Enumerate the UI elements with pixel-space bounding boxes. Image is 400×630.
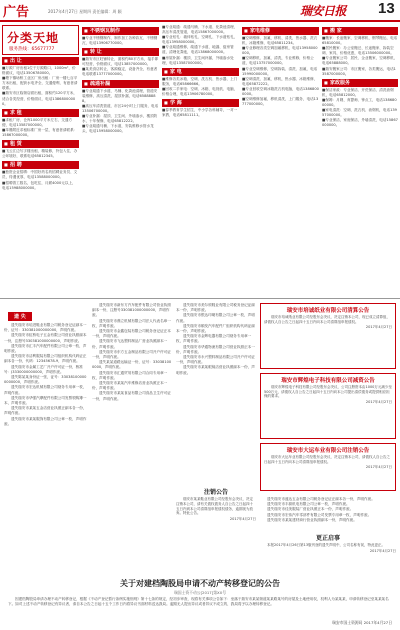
classified-ad: ■万源厂房出租1位于万源路口，1000m²，价格面议，电话13506780000。 [2, 66, 76, 76]
notice-date: 2017年4月27日 [365, 465, 392, 470]
lost-notice: 遗失瑞安市飞达塑料制品厂营业执照副本一份，声明作废。 [92, 339, 168, 349]
classified-ad: ■招聘普工数名，包吃住，月薪4000元以上，电话15988000000。 [2, 180, 76, 190]
lost-notice: 遗失瑞安市虹桥电子五金有限公司营业执照副本一份，注册号330381000000000，声明作废。 [4, 333, 87, 343]
classified-ad: ■专业疏通维修，疏通下水道、地漏、厨房管道，清理化粪池，电话13868000000。 [162, 45, 234, 55]
lost-notice: 遗失瑞安市盛达五金有限公司税务登记证正副本各一份，声明作废。 [267, 497, 375, 501]
lost-notice-label: 遗 失 [8, 312, 32, 321]
classified-section [2, 25, 398, 295]
lost-notice: 遗失瑞安市永兴塑料制品有限公司开户许可证一份，声明作废。 [176, 355, 255, 365]
classified-ad: ■居民搬家：办公室搬迁、长途搬家、拆装空调、家具，价格优惠，电话13506000000。 [322, 46, 394, 56]
category-header: ■ 家电维修 [242, 27, 319, 35]
lost-notice: 遗失某某道路运输证一份，证号：330381000000，声明作废。 [92, 360, 172, 370]
classified-ad: ■保洁家政：专业保洁、开荒保洁、清洗油烟机，电话65812000。 [322, 87, 394, 97]
category-header: ■ 转 让 [82, 48, 159, 56]
classified-ad: ■专业疏通下水道、马桶、化粪池清理，管道安装维修，高压清洗，屋顶补漏，电话65888888。 [82, 88, 158, 103]
brand-phone: 服务热线：65677777 [9, 47, 55, 52]
lost-notice: 遗失瑞安市宏伟汽车零部件有限公司发票专用章一枚，声明作废。 [267, 512, 372, 517]
category-header: ■ 家 电 [162, 68, 239, 76]
deregistration-notice [260, 443, 396, 491]
correction-title: 更正启事 [315, 535, 340, 542]
classified-ad: ■空调维修、加氟、移机、清洗，热水器、洗衣机、冰箱维修，电话65811234。 [242, 36, 318, 46]
category-header: ■ 家政服务 [322, 79, 398, 87]
registration-announcement-title: 关于对建档陶股局申请不动产转移登记的公告 [120, 578, 280, 588]
classified-ad: ■家电清洗：空调、洗衣机、油烟机，电话13957000000。 [322, 108, 397, 118]
classified-ad: ■塘下镇场桥工业区厂房出租：厂房一楼七百平方米出租，配套水电齐全，交通便利，有意者请联系。 [2, 76, 78, 91]
lost-notice: 遗失瑞安市宏达机械有限公司财务专用章一枚，声明作废。 [4, 385, 87, 395]
correction-date: 2017年4月27日 [369, 548, 396, 553]
classified-ad: ■瑞安市区旺铺转让，面积约80平方米，接手即可经营，价格面议，电话13857000000。 [82, 57, 159, 67]
notice-body: 瑞安市培诚纸业有限公司经股东会决议，决定注销本公司，现已成立清算组，请债权人自公告之日起四十五日内向本公司清算组申报债权。 [264, 315, 390, 324]
classified-ad: ■空调维修加氟，移机清洗，上门服务，电话13777000000。 [242, 97, 319, 107]
lost-notice: 遗失瑞安市美尔顿鞋业有限公司税务登记证副本一份，声明作废。 [176, 303, 255, 313]
classified-ad: ■专业空调维修，空调拆装、清洗、加氟，电话15990000000。 [242, 66, 318, 76]
classified-ad: ■维修各类冰箱、空调、洗衣机、热水器，上门服务，电话65866666。 [162, 76, 238, 86]
category-header: ■ 搬 家 [322, 27, 398, 35]
classified-column-5 [322, 25, 398, 295]
registration-announcement-body [8, 597, 392, 607]
classified-ad: ■专业钻孔：墙体钻孔、空调孔、下水道钻孔，电话13958000000。 [162, 35, 238, 45]
classified-ad: ■春季教育学生招生，中小学各科辅导，一对一家教，电话65811111。 [162, 108, 238, 118]
announcement-title: 注销公告 [203, 489, 228, 496]
category-header: ■ 招 聘 [2, 161, 79, 169]
lost-notice: 遗失瑞安市鼎立机械有限公司法人代表名章一枚，声明作废。 [92, 318, 171, 328]
cancellation-announcement [176, 485, 256, 573]
classified-column-1 [2, 25, 79, 295]
correction-notice [260, 531, 396, 573]
lost-notice: 遗失瑞安市金鑫包装有限公司税务登记证正本一份，声明作废。 [92, 329, 171, 339]
classified-ad: ■专业保洁，家庭保洁，外墙清洗，电话15867000000。 [322, 118, 398, 128]
notice-title: 瑞安市辉煌电子科技有限公司减资公告 [281, 378, 375, 384]
classified-ad: ■空调清洗、加氟、移机，热水器、冰箱维修，电话65872222。 [242, 76, 318, 86]
classified-ad: ■搬家：长途搬家、空调移机、钢琴搬运，电话65810000。 [322, 36, 398, 46]
brand-box [2, 25, 79, 55]
classified-ad: ■专业疏通马桶、下水道，安装维修水管水龙头，电话15958000000。 [82, 124, 154, 134]
newspaper-logo: 瑞安日报 [300, 4, 347, 18]
lost-notice: 遗失瑞安市某某五金店营业执照正副本各一份，声明作废。 [4, 406, 87, 416]
category-header: ■ 租 赁 [2, 140, 79, 148]
lost-notices-column-4 [260, 497, 396, 527]
category-header: ■ 疏通补漏 [82, 80, 159, 88]
lost-notices-column-1 [4, 303, 88, 573]
classified-ad: ■专业搬家公司：居民、企业搬家，空调移机，电话65888000。 [322, 56, 398, 66]
lost-notice: 遗失瑞安市佳美服装厂营业执照正本一份，声明作废。 [267, 507, 354, 512]
classified-ad: ■专业修理各类空调加氟移机，电话13958000000。 [242, 46, 318, 56]
lost-notice: 遗失瑞安市某某汽车维修店营业执照正本一份，声明作废。 [92, 381, 168, 391]
classified-ad: ■高压车清洗管道，市区24小时上门服务，电话13506700000。 [82, 103, 159, 113]
lost-notice: 遗失瑞安市某某眼镜店营业执照副本一份，声明作废。 [176, 365, 255, 375]
correction-body: 本报2017年4月26日第13版刊登的遗失声明中，公司名称有误，特此更正。 [267, 543, 386, 547]
classified-ad: ■保姆：月嫂、育婴师、钟点工，电话13868000000。 [322, 97, 397, 108]
classified-ad: ■瑞安市区临街店面出租，面积约120平方米，适合各类经营，价格面议，电话13868000000。 [2, 91, 77, 106]
lost-notice: 遗失瑞安市金属工艺厂开户许可证一份，核准号：J3330000000000，声明作废。 [4, 364, 83, 374]
lost-notice: 遗失瑞安市丰源机电有限公司公章一枚，声明作废。 [267, 502, 350, 507]
announcement-body: 瑞安市某某鞋业有限公司经股东会决议，决定注销本公司，请有关债权债务人自公告之日起四十五日内到本公司清算组申报债权债务，逾期视为放弃。特此公告。 [176, 497, 253, 516]
notice-title: 瑞安市大运车业有限公司注销公告 [286, 448, 370, 454]
lost-notice: 遗失瑞安市培进鞋业有限公司税务登记证副本一份，证号：330381000000000，声明作废。 [4, 323, 87, 333]
classified-ad: ■专业回收空调冰箱洗衣机电脑，电话13868000000。 [242, 86, 319, 97]
registration-announcement-number: 瑞国土资不动公[2017]第XX号 [174, 590, 226, 595]
lost-notices-column-2 [92, 303, 172, 573]
category-header: ■ 出 让 [2, 57, 79, 65]
lost-notice: 遗失瑞安市某某食品有限公司食品卫生许可证一份，声明作废。 [92, 391, 171, 401]
classified-ad: ■空调移机、加氟、清洗，专业维修，价格公道，电话13757000000。 [242, 56, 314, 66]
classified-ad: ■专业补漏：屋顶、卫生间、外墙渗水，楼顶防水，十年保修，电话65812222。 [82, 114, 158, 124]
classified-ad: ■某美食店转让，客源稳定，设备齐全，有意者电话联系13777000000。 [82, 67, 158, 77]
notice-body: 瑞安市辉煌电子科技有限公司经股东会决议，公司注册资本由1000万元减少至500万元，请债权人自公告之日起四十五日内向本公司提出清偿债务或提供相应担保的要求。 [264, 385, 392, 399]
lost-notice: 遗失瑞安市新东方汽车配件有限公司营业执照副本一份，注册号330381000000000，声明作废。 [92, 303, 171, 318]
lost-notice: 遗失瑞安市某某建材商行营业执照副本一份，声明作废。 [267, 517, 357, 522]
lost-notice: 遗失瑞安市华强汽摩配件有限公司发票领购簿一本，声明作废。 [4, 395, 87, 406]
lost-notice: 遗失陈某某身份证一张，证号：330381000000000000，声明作废。 [4, 375, 87, 385]
lost-notice: 遗失瑞安市汇通贸易有限公司合同专用章一枚，声明作废。 [92, 370, 168, 380]
lost-notice: 遗失瑞安市华通物流有限公司营业执照正本一份，声明作废。 [176, 344, 255, 354]
classified-column-2 [82, 25, 159, 295]
category-header: ■ 学 海 [162, 99, 239, 107]
classified-column-4 [242, 25, 319, 295]
classified-ad: ■莘塍附近求租标准厂房一层，有意者请联系：15867000000。 [2, 127, 78, 138]
classified-column-3 [162, 25, 239, 295]
lost-notice: 遗失瑞安市顺发汽车配件厂组织机构代码证副本一份，声明作废。 [176, 323, 255, 334]
page-number: 13 [378, 0, 395, 17]
classified-ad: ■求租厂房、仓库1000平方米左右，交通方便，电话13587000000。 [2, 117, 73, 127]
lost-notice: 遗失瑞安市银达印刷有限公司公章一枚，声明作废。 [176, 313, 255, 323]
lost-notice: 遗失瑞安市汇丰汽车配件有限公司公章一枚，声明作废。 [4, 343, 87, 354]
classified-ad: ■飞云江边写字楼出租，精装修，拎包入住，办公环境好，联系电话65812345。 [2, 149, 78, 159]
notice-date: 2017年4月27日 [365, 399, 392, 404]
category-header: ■ 求 租 [2, 109, 79, 117]
issue-meta: 2017年4月27日 星期四 责任编辑：周 颖 [48, 9, 122, 14]
notice-date: 2017年4月27日 [365, 325, 392, 330]
category-header: ■ 不锈钢瓦制作 [82, 27, 159, 35]
classified-ad: ■房屋补漏：楼顶、卫生间补漏，外墙渗水处理，电话13587000000。 [162, 55, 234, 65]
lost-notice: 遗失瑞安市东方五金制品有限公司开户许可证一份，声明作废。 [92, 349, 171, 360]
notice-body: 瑞安市大运车业有限公司经股东会决议，决定注销本公司，请债权人自公告之日起四十五日内向本公司清算组申报债权。 [264, 455, 390, 464]
lost-notices-column-3 [176, 303, 256, 483]
registration-announcement-signature: 瑞安市国土资源局 2017年4月27日 [332, 620, 392, 625]
notices-section [0, 298, 400, 576]
section-title: 广告 [3, 5, 30, 20]
lost-notice: 遗失瑞安市某某服饰有限公司公章一枚，声明作废。 [4, 416, 87, 426]
classified-ad: ■回收二手家电：空调、冰箱、电视机、电脑，价格合理，电话13906780000。 [162, 86, 238, 97]
classified-ad: ■瑞安搬家公司：市区搬家，各类搬运，电话13587000000。 [322, 66, 396, 76]
classified-ad: ■专业不锈钢制作，制作加工各种彩瓦、不锈钢瓦，电话13906770000。 [82, 36, 158, 46]
announcement-text: 因建档陶股局申请办理不动产转移登记，根据《不动产登记暂行条例实施细则》第十七条的规定，经初步审查，现将有关事项公告如下：坐落于瑞安市某某街道某某路某号的房屋及土地使用权，权利人为某某某，申请转移登记至某某某名下。如对上述不动产转移登记有异议者，请自本公告之日起十五个工作日内将异议书面材料送达我局。逾期无人提出异议或者异议不成立的，我局将予以办理转移登记。 [8, 597, 389, 607]
liquidation-notice [260, 303, 396, 369]
lost-notice: 遗失瑞安市金辉电器有限公司财务专用章一枚，声明作废。 [176, 334, 252, 344]
brand-title: 分类天地 [7, 31, 60, 45]
classified-ad: ■专业疏通：疏通马桶、下水道、化粪池清理，高压车清洗管道，电话15867000000。 [162, 25, 238, 35]
classified-ad: ■独资企业招聘：中国好药名药招聘业务员、文员，待遇优厚，电话13588000000。 [2, 170, 78, 180]
announcement-date: 2017年4月27日 [229, 517, 256, 522]
capital-reduction-notice [260, 373, 396, 439]
page-header [0, 0, 400, 22]
notice-title: 瑞安市培诚纸业有限公司清算公告 [286, 308, 370, 314]
lost-notice: 遗失瑞安市洁利服装有限公司组织机构代码证正副本各一份，代码：12345678-9，声明作废。 [4, 354, 87, 364]
